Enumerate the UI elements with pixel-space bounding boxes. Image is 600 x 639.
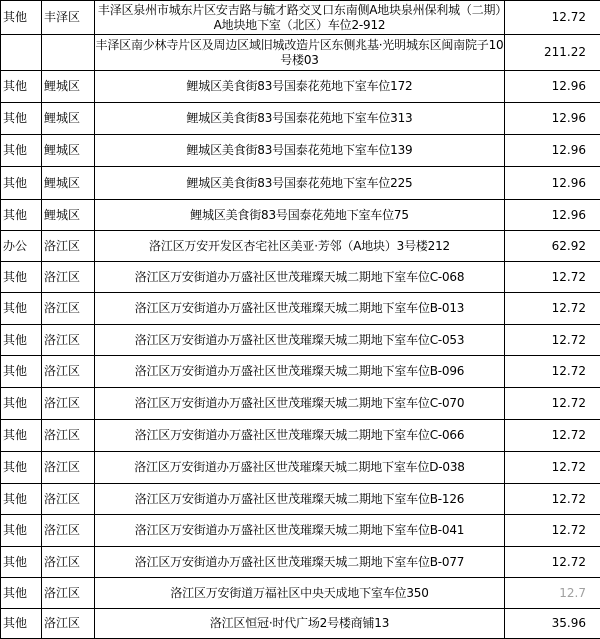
table-row xyxy=(1,231,600,262)
type-cell: 其他 xyxy=(1,484,42,515)
type-cell: 其他 xyxy=(1,262,42,293)
type-cell: 其他 xyxy=(1,356,42,388)
area-cell: 35.96 xyxy=(505,609,600,639)
address-cell: 丰泽区南少林寺片区及周边区域旧城改造片区东侧兆基·光明城东区闽南院子10号楼03 xyxy=(95,35,505,71)
type-cell: 其他 xyxy=(1,71,42,103)
type-cell xyxy=(1,35,42,71)
district-cell: 洛江区 xyxy=(42,262,95,293)
type-cell: 其他 xyxy=(1,547,42,578)
address-cell: 洛江区万安街道办万盛社区世茂璀璨天城二期地下室车位B-077 xyxy=(95,547,505,578)
table-row xyxy=(1,262,600,293)
type-cell: 其他 xyxy=(1,452,42,484)
area-cell: 12.72 xyxy=(505,262,600,293)
address-cell: 洛江区万安开发区杏宅社区美亚·芳邻（A地块）3号楼212 xyxy=(95,231,505,262)
district-cell: 鲤城区 xyxy=(42,103,95,135)
area-cell: 12.96 xyxy=(505,103,600,135)
address-cell: 洛江区万安街道万福社区中央天成地下室车位350 xyxy=(95,578,505,609)
area-cell: 12.72 xyxy=(505,484,600,515)
area-cell: 12.72 xyxy=(505,452,600,484)
district-cell: 洛江区 xyxy=(42,578,95,609)
district-cell: 丰泽区 xyxy=(42,1,95,35)
address-cell: 鲤城区美食街83号国泰花苑地下室车位313 xyxy=(95,103,505,135)
area-cell: 12.72 xyxy=(505,1,600,35)
type-cell: 其他 xyxy=(1,609,42,639)
district-cell: 洛江区 xyxy=(42,420,95,452)
type-cell: 其他 xyxy=(1,200,42,231)
type-cell: 其他 xyxy=(1,325,42,356)
address-cell: 洛江区万安街道办万盛社区世茂璀璨天城二期地下室车位C-068 xyxy=(95,262,505,293)
table-row xyxy=(1,103,600,135)
district-cell: 洛江区 xyxy=(42,609,95,639)
table-row xyxy=(1,420,600,452)
table-row xyxy=(1,547,600,578)
area-cell: 12.96 xyxy=(505,200,600,231)
address-cell: 洛江区万安街道办万盛社区世茂璀璨天城二期地下室车位B-013 xyxy=(95,293,505,325)
district-cell: 洛江区 xyxy=(42,452,95,484)
address-cell: 洛江区万安街道办万盛社区世茂璀璨天城二期地下室车位B-096 xyxy=(95,356,505,388)
type-cell: 其他 xyxy=(1,135,42,167)
type-cell: 其他 xyxy=(1,167,42,200)
address-cell: 鲤城区美食街83号国泰花苑地下室车位75 xyxy=(95,200,505,231)
district-cell: 洛江区 xyxy=(42,356,95,388)
district-cell: 洛江区 xyxy=(42,515,95,547)
district-cell: 鲤城区 xyxy=(42,167,95,200)
type-cell: 办公 xyxy=(1,231,42,262)
district-cell: 洛江区 xyxy=(42,547,95,578)
type-cell: 其他 xyxy=(1,293,42,325)
area-cell: 12.72 xyxy=(505,356,600,388)
table-row xyxy=(1,35,600,71)
type-cell: 其他 xyxy=(1,103,42,135)
district-cell: 洛江区 xyxy=(42,231,95,262)
district-cell: 洛江区 xyxy=(42,325,95,356)
district-cell: 鲤城区 xyxy=(42,200,95,231)
address-cell: 洛江区万安街道办万盛社区世茂璀璨天城二期地下室车位B-041 xyxy=(95,515,505,547)
type-cell: 其他 xyxy=(1,420,42,452)
type-cell: 其他 xyxy=(1,1,42,35)
district-cell: 洛江区 xyxy=(42,484,95,515)
area-cell: 12.72 xyxy=(505,420,600,452)
address-cell: 洛江区万安街道办万盛社区世茂璀璨天城二期地下室车位C-053 xyxy=(95,325,505,356)
area-cell: 12.72 xyxy=(505,325,600,356)
district-cell: 鲤城区 xyxy=(42,135,95,167)
address-cell: 洛江区万安街道办万盛社区世茂璀璨天城二期地下室车位B-126 xyxy=(95,484,505,515)
address-cell: 洛江区万安街道办万盛社区世茂璀璨天城二期地下室车位C-070 xyxy=(95,388,505,420)
area-cell: 12.72 xyxy=(505,388,600,420)
table-row xyxy=(1,356,600,388)
table-row xyxy=(1,515,600,547)
area-cell: 12.96 xyxy=(505,167,600,200)
area-cell: 62.92 xyxy=(505,231,600,262)
table-row xyxy=(1,388,600,420)
area-cell: 211.22 xyxy=(505,35,600,71)
address-cell: 洛江区万安街道办万盛社区世茂璀璨天城二期地下室车位C-066 xyxy=(95,420,505,452)
table-row xyxy=(1,1,600,35)
area-cell: 12.72 xyxy=(505,293,600,325)
table-row xyxy=(1,578,600,609)
table-row xyxy=(1,200,600,231)
address-cell: 鲤城区美食街83号国泰花苑地下室车位225 xyxy=(95,167,505,200)
district-cell: 洛江区 xyxy=(42,388,95,420)
type-cell: 其他 xyxy=(1,515,42,547)
address-cell: 洛江区万安街道办万盛社区世茂璀璨天城二期地下室车位D-038 xyxy=(95,452,505,484)
address-cell: 洛江区恒冠·时代广场2号楼商铺13 xyxy=(95,609,505,639)
area-cell: 12.96 xyxy=(505,71,600,103)
district-cell: 洛江区 xyxy=(42,293,95,325)
table-row xyxy=(1,293,600,325)
type-cell: 其他 xyxy=(1,578,42,609)
address-cell: 鲤城区美食街83号国泰花苑地下室车位139 xyxy=(95,135,505,167)
address-cell: 丰泽区泉州市城东片区安吉路与毓才路交叉口东南侧A地块泉州保利城（二期）A地块地下室（北区）车位2-912 xyxy=(95,1,505,35)
table-row xyxy=(1,135,600,167)
area-cell: 12.72 xyxy=(505,547,600,578)
area-cell: 12.7 xyxy=(505,578,600,609)
area-cell: 12.72 xyxy=(505,515,600,547)
table-row xyxy=(1,167,600,200)
district-cell xyxy=(42,35,95,71)
type-cell: 其他 xyxy=(1,388,42,420)
table-row xyxy=(1,325,600,356)
area-cell: 12.96 xyxy=(505,135,600,167)
table-row xyxy=(1,452,600,484)
district-cell: 鲤城区 xyxy=(42,71,95,103)
table-row xyxy=(1,71,600,103)
address-cell: 鲤城区美食街83号国泰花苑地下室车位172 xyxy=(95,71,505,103)
table-row xyxy=(1,484,600,515)
